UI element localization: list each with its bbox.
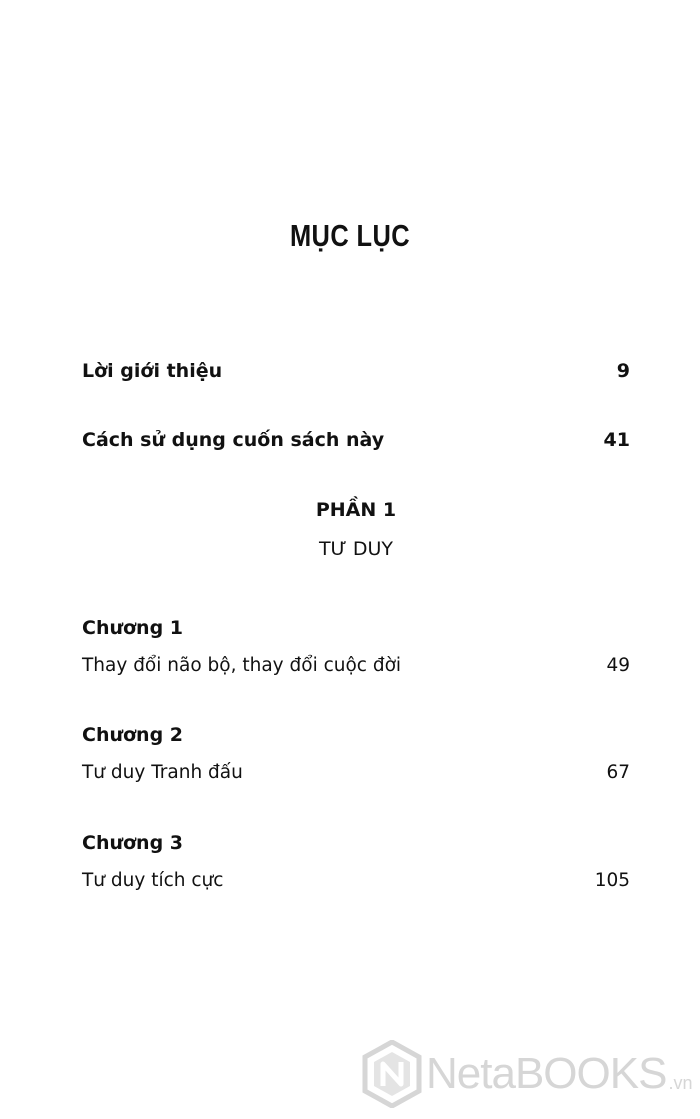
chapter-1-label: Chương 1 [82,617,184,639]
toc-entry-chapter-2[interactable] [82,762,630,783]
chapter-page: 49 [606,655,630,676]
chapter-title: Thay đổi não bộ, thay đổi cuộc đời [82,655,402,676]
toc-entry-intro[interactable] [82,360,630,382]
netabooks-logo-icon [362,1040,422,1108]
toc-entry-page: 9 [616,360,630,382]
chapter-title: Tư duy tích cực [82,870,224,891]
toc-entry-how-to-use[interactable] [82,429,630,451]
chapter-page: 67 [606,762,630,783]
part-name: TƯ DUY [318,538,394,560]
toc-entry-chapter-1[interactable] [82,655,630,676]
watermark-suffix: .vn [668,1072,693,1093]
toc-entry-label: Cách sử dụng cuốn sách này [82,429,385,451]
chapter-title: Tư duy Tranh đấu [82,762,243,783]
part-label: PHẦN 1 [315,499,397,521]
page-title: MỤC LỤC [289,218,411,253]
chapter-page: 105 [594,870,630,891]
chapter-3-label: Chương 3 [82,832,184,854]
toc-entry-label: Lời giới thiệu [82,360,223,382]
toc-entry-chapter-3[interactable] [82,870,630,891]
chapter-2-label: Chương 2 [82,724,184,746]
toc-entry-page: 41 [603,429,630,451]
watermark-brand: NetaBOOKS [426,1049,667,1098]
watermark [362,1040,692,1108]
